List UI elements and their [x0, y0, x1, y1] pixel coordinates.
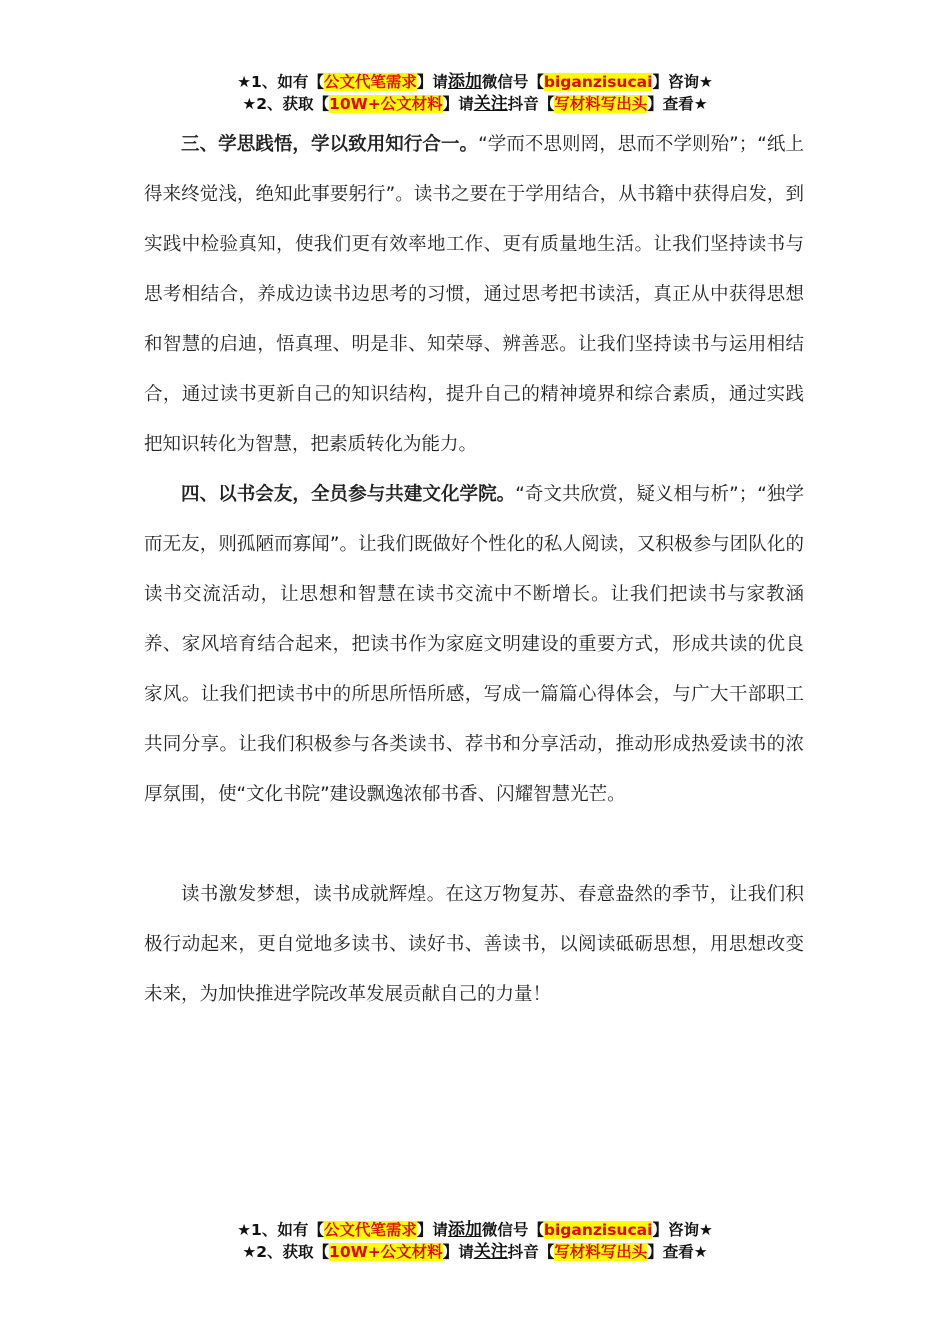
header-banner [0, 71, 950, 115]
paragraph-closing: 读书激发梦想，读书成就辉煌。在这万物复苏、春意盎然的季节，让我们积极行动起来，更自觉地多读书、读好书、善读书，以阅读砥砺思想，用思想改变未来，为加快推进学院改革发展贡献自己的力量！ [144, 884, 804, 1005]
underline-add: 添加 [447, 72, 482, 92]
banner-text: 微信号【 [481, 73, 544, 91]
paragraph-section-3 [144, 120, 804, 470]
banner-text: ★1、如有【 [237, 73, 324, 91]
banner-text: 微信号【 [481, 1221, 544, 1239]
banner-text: ★2、获取【 [242, 1243, 330, 1261]
document-body [144, 120, 804, 1020]
highlight-wechat-id: biganzisucai [543, 73, 653, 91]
highlight-service: 公文代笔需求 [323, 73, 417, 91]
section-3-body: “学而不思则罔，思而不学则殆”；“纸上得来终觉浅，绝知此事要躬行”。读书之要在于学用结合，从书籍中获得启发，到实践中检验真知，使我们更有效率地工作、更有质量地生活。让我们坚持读书与思考相结合，养成边读书边思考的习惯，通过思考把书读活，真正从中获得思想和智慧的启迪，悟真理、明是非、知荣辱、辨善恶。让我们坚持读书与运用相结合，通过读书更新自己的知识结构，提升自己的精神境界和综合素质，通过实践把知识转化为智慧，把素质转化为能力。 [144, 134, 804, 455]
underline-follow: 关注 [473, 94, 508, 114]
highlight-materials: 10W+公文材料 [329, 1243, 443, 1261]
banner-line-2 [0, 93, 950, 115]
banner-text: 】请 [442, 95, 474, 113]
banner-text: 】查看★ [647, 1243, 708, 1261]
banner-text: ★2、获取【 [242, 95, 330, 113]
banner-text: ★1、如有【 [237, 1221, 324, 1239]
highlight-douyin-account: 写材料写出头 [554, 95, 648, 113]
banner-text: 抖音【 [507, 95, 555, 113]
section-4-heading: 四、以书会友，全员参与共建文化学院。 [181, 484, 516, 505]
banner-text: 】查看★ [647, 95, 708, 113]
highlight-wechat-id: biganzisucai [543, 1221, 653, 1239]
highlight-service: 公文代笔需求 [323, 1221, 417, 1239]
paragraph-section-4 [144, 470, 804, 820]
highlight-douyin-account: 写材料写出头 [554, 1243, 648, 1261]
highlight-materials: 10W+公文材料 [329, 95, 443, 113]
banner-line-1 [0, 1219, 950, 1241]
banner-text: 】咨询★ [652, 1221, 713, 1239]
paragraph-spacer [144, 820, 804, 870]
banner-line-2 [0, 1241, 950, 1263]
banner-text: 】请 [416, 73, 448, 91]
footer-banner [0, 1219, 950, 1263]
underline-add: 添加 [447, 1220, 482, 1240]
banner-line-1 [0, 71, 950, 93]
banner-text: 】咨询★ [652, 73, 713, 91]
section-3-heading: 三、学思践悟，学以致用知行合一。 [181, 134, 479, 155]
banner-text: 】请 [442, 1243, 474, 1261]
section-4-body: “奇文共欣赏，疑义相与析”；“独学而无友，则孤陋而寡闻”。让我们既做好个性化的私人阅读，又积极参与团队化的读书交流活动，让思想和智慧在读书交流中不断增长。让我们把读书与家教涵养、家风培育结合起来，把读书作为家庭文明建设的重要方式，形成共读的优良家风。让我们把读书中的所思所悟所感，写成一篇篇心得体会，与广大干部职工共同分享。让我们积极参与各类读书、荐书和分享活动，推动形成热爱读书的浓厚氛围，使“文化书院”建设飘逸浓郁书香、闪耀智慧光芒。 [144, 484, 804, 805]
banner-text: 】请 [416, 1221, 448, 1239]
banner-text: 抖音【 [507, 1243, 555, 1261]
underline-follow: 关注 [473, 1242, 508, 1262]
